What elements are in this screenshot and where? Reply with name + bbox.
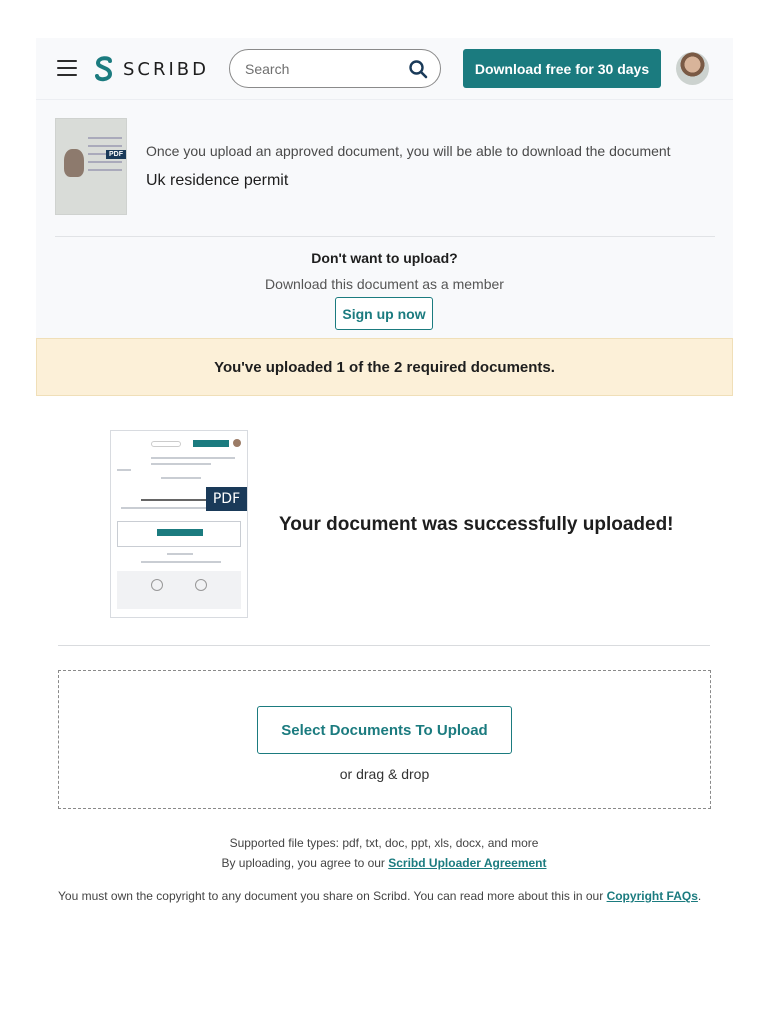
copyright-end: .	[697, 889, 702, 903]
search-icon[interactable]	[408, 59, 428, 79]
divider	[55, 236, 715, 237]
scribd-logo-icon	[94, 55, 114, 83]
copyright-faqs-link[interactable]: Copyright FAQs	[606, 889, 698, 903]
scribd-logo[interactable]	[94, 54, 209, 84]
upload-progress-banner: You've uploaded 1 of the 2 required documents.	[36, 338, 733, 396]
hamburger-menu-icon[interactable]	[57, 60, 77, 76]
uploader-agreement-link[interactable]: Scribd Uploader Agreement	[388, 856, 547, 870]
drag-drop-hint: or drag & drop	[339, 766, 430, 782]
download-free-button[interactable]: Download free for 30 days	[463, 49, 661, 88]
pdf-tag: PDF	[106, 150, 126, 159]
upload-card	[36, 38, 733, 338]
document-title: Uk residence permit	[146, 172, 289, 189]
select-documents-button[interactable]: Select Documents To Upload	[257, 706, 512, 754]
supported-file-types: Supported file types: pdf, txt, doc, ppt, xls, docx, and more	[229, 836, 539, 850]
search-box[interactable]	[229, 49, 441, 88]
upload-instructions: Once you upload an approved document, you will be able to download the document	[146, 143, 671, 159]
logo-text: SCRIBD	[123, 58, 210, 80]
sign-up-button[interactable]: Sign up now	[335, 297, 433, 330]
divider	[58, 645, 710, 646]
drop-zone[interactable]	[58, 670, 711, 809]
top-header	[36, 38, 733, 100]
copyright-notice	[58, 886, 710, 907]
member-subtext: Download this document as a member	[265, 276, 504, 292]
document-thumbnail	[55, 118, 127, 215]
agreement-notice	[0, 856, 768, 870]
pdf-badge: PDF	[206, 487, 247, 511]
uploaded-document-preview	[110, 430, 248, 618]
agreement-prefix: By uploading, you agree to our	[221, 856, 389, 870]
search-input[interactable]	[245, 59, 395, 79]
copyright-text: You must own the copyright to any document you share on Scribd. You can read more about this in our	[58, 889, 607, 903]
no-upload-heading: Don't want to upload?	[311, 250, 458, 266]
avatar[interactable]	[676, 52, 709, 85]
upload-success-message: Your document was successfully uploaded!	[279, 514, 674, 535]
